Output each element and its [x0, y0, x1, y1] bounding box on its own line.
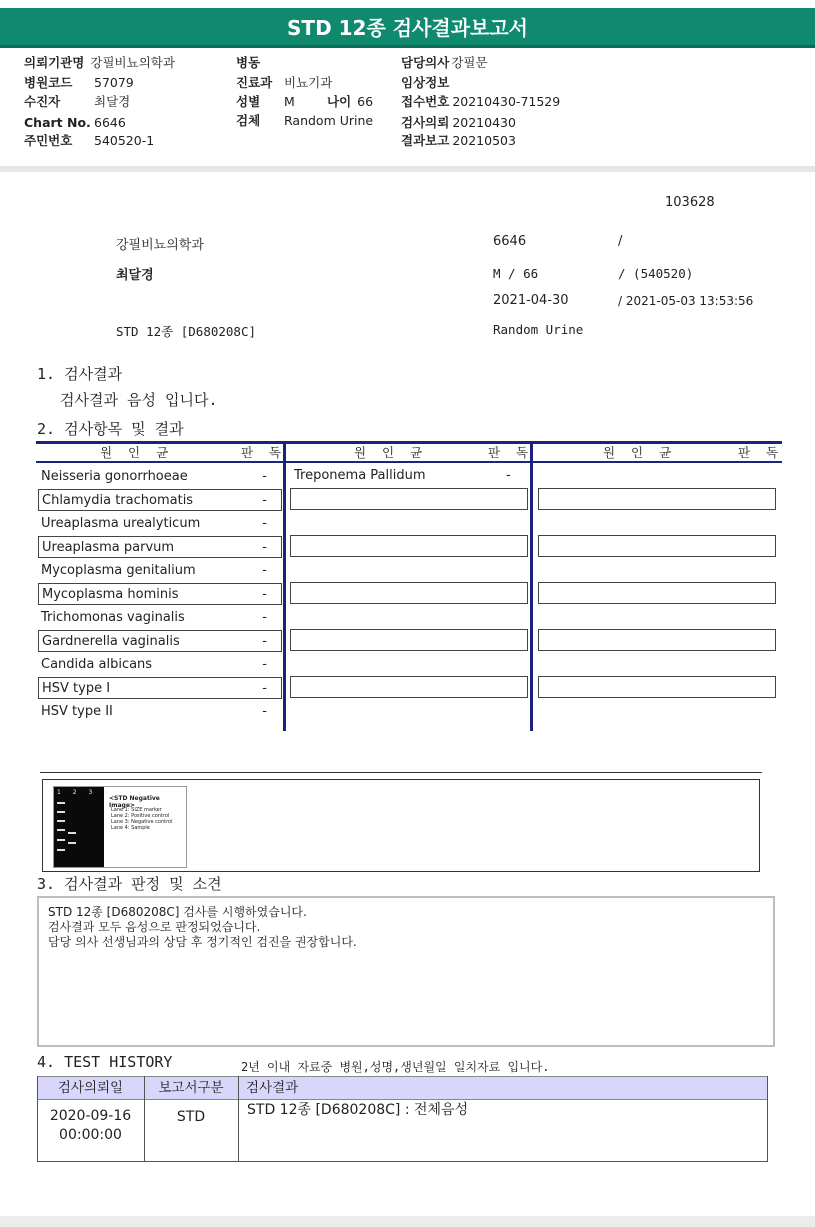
- history-table: [37, 1076, 768, 1162]
- report-date-field: 결과보고 20210503: [401, 133, 516, 148]
- gel-image-box: [42, 779, 760, 872]
- results-grid: [36, 441, 785, 731]
- empty-cell: [538, 676, 776, 698]
- gel-legend-line: Lane 1: SIZE marker: [111, 807, 162, 813]
- hospcode-field: 병원코드 57079: [24, 75, 134, 90]
- header-divider: [0, 166, 815, 172]
- chart-field: Chart No. 6646: [24, 115, 126, 130]
- age-field: 나이 66: [327, 94, 374, 109]
- info-slash: /: [618, 234, 623, 249]
- section-2-heading: 2. 검사항목 및 결과: [37, 420, 184, 438]
- info-test-name: STD 12종 [D680208C]: [116, 324, 257, 339]
- empty-cell: [290, 676, 528, 698]
- report-code: 103628: [665, 195, 715, 210]
- info-hospital: 강필비뇨의학과: [116, 238, 204, 253]
- gel-lane-numbers: 1 2 3 4: [57, 789, 113, 796]
- empty-cell: [538, 582, 776, 604]
- empty-cell: [538, 535, 776, 557]
- report-header: [0, 54, 815, 166]
- organism-row: HSV type II -: [41, 704, 267, 719]
- organism-row: Mycoplasma hominis -: [38, 583, 282, 605]
- organism-row: HSV type I -: [38, 677, 282, 699]
- doctor-field: 담당의사 강필문: [401, 55, 488, 70]
- col3-result-header: 판 독: [738, 445, 785, 460]
- clinical-field: 임상정보: [401, 75, 450, 90]
- info-request-date: 2021-04-30: [493, 293, 569, 308]
- gel-title: <STD Negative Image>: [109, 795, 160, 809]
- grid-divider-2: [530, 441, 533, 731]
- opinion-box: [37, 896, 775, 1047]
- col2-organism-result: -: [506, 468, 511, 483]
- organism-row: Mycoplasma genitalium -: [41, 563, 267, 578]
- empty-cell: [538, 488, 776, 510]
- organism-row: Ureaplasma parvum -: [38, 536, 282, 558]
- col2-organism-name: Treponema Pallidum: [294, 468, 426, 483]
- col1-organism-header: 원 인 균: [100, 445, 175, 460]
- organism-row: Candida albicans -: [41, 657, 267, 672]
- footer-band: [0, 1216, 815, 1227]
- opinion-line: 담당 의사 선생님과의 상담 후 정기적인 검진을 권장합니다.: [48, 935, 357, 949]
- history-col-result: 검사결과: [246, 1080, 299, 1096]
- gel-legend-line: Lane 4: Sample: [111, 825, 150, 831]
- history-col-type: 보고서구분: [158, 1080, 224, 1096]
- col2-organism-header: 원 인 균: [354, 445, 429, 460]
- col1-result-header: 판 독: [241, 445, 288, 460]
- receipt-field: 접수번호 20210430-71529: [401, 94, 561, 109]
- request-field: 검사의뢰 20210430: [401, 115, 516, 130]
- grid-divider-1: [283, 441, 286, 731]
- patient-field: 수진자 최달경: [24, 94, 131, 109]
- info-patient-name: 최달경: [116, 268, 154, 283]
- gel-legend-line: Lane 2: Positive control: [111, 813, 170, 819]
- sex-field: 성별 M: [236, 94, 295, 109]
- empty-cell: [290, 629, 528, 651]
- dept-field: 진료과 비뇨기과: [236, 75, 333, 90]
- empty-cell: [538, 629, 776, 651]
- image-top-rule: [40, 772, 762, 773]
- history-col-date: 검사의뢰일: [57, 1080, 124, 1096]
- gel-image: [53, 786, 187, 868]
- organism-row: Gardnerella vaginalis -: [38, 630, 282, 652]
- opinion-line: 검사결과 모두 음성으로 판정되었습니다.: [48, 920, 261, 934]
- report-title: STD 12종 검사결과보고서: [0, 8, 815, 48]
- organism-row: Trichomonas vaginalis -: [41, 610, 267, 625]
- info-specimen: Random Urine: [493, 322, 584, 337]
- col3-organism-header: 원 인 균: [603, 445, 678, 460]
- history-type: STD: [176, 1109, 206, 1125]
- gel-lanes-image: [54, 787, 104, 867]
- section-1-text: 검사결과 음성 입니다.: [60, 391, 218, 409]
- section-1-heading: 1. 검사결과: [37, 365, 123, 383]
- organism-row: Ureaplasma urealyticum -: [41, 516, 267, 531]
- ward-field: 병동: [236, 55, 261, 70]
- section-3-heading: 3. 검사결과 판정 및 소견: [37, 875, 222, 893]
- info-sex-age: M / 66: [493, 266, 539, 281]
- specimen-field: 검체 Random Urine: [236, 113, 374, 128]
- history-note: 2년 이내 자료중 병원,성명,생년월일 일치자료 입니다.: [241, 1060, 550, 1074]
- gel-legend-line: Lane 3: Negative control: [111, 819, 173, 825]
- info-report-datetime: / 2021-05-03 13:53:56: [618, 294, 754, 308]
- info-chart: 6646: [493, 234, 527, 249]
- organism-row: Chlamydia trachomatis -: [38, 489, 282, 511]
- history-date: 2020-09-16 00:00:00: [49, 1108, 132, 1143]
- history-result: STD 12종 [D680208C] : 전체음성: [247, 1102, 469, 1118]
- info-birth: / (540520): [618, 266, 694, 281]
- empty-cell: [290, 582, 528, 604]
- grid-header-border: [36, 461, 782, 463]
- resident-field: 주민번호 540520-1: [24, 133, 155, 148]
- empty-cell: [290, 488, 528, 510]
- col2-result-header: 판 독: [488, 445, 535, 460]
- organism-row: Neisseria gonorrhoeae -: [41, 469, 267, 484]
- empty-cell: [290, 535, 528, 557]
- section-4-heading: 4. TEST HISTORY: [37, 1053, 173, 1071]
- hospital-field: 의뢰기관명 강필비뇨의학과: [24, 55, 175, 70]
- opinion-line: STD 12종 [D680208C] 검사를 시행하였습니다.: [48, 905, 307, 919]
